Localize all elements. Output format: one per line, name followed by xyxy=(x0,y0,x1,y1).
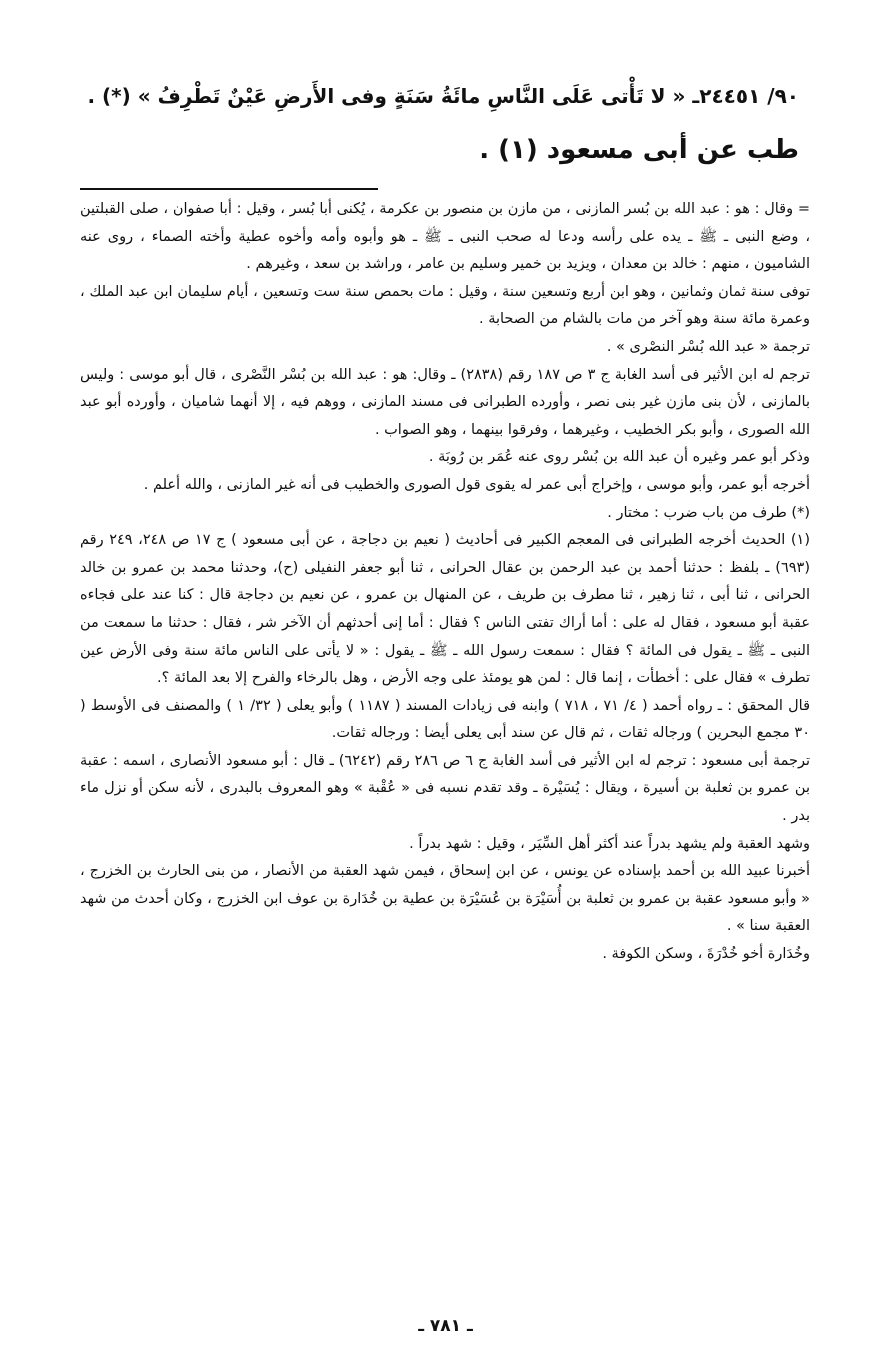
hadith-text: ٩٠/ ٢٤٤٥١ـ « لا تَأْتى عَلَى النَّاسِ مائَةُ سَنَةٍ وفى الأَرضِ عَيْنٌ تَطْرِفُ » (*) . xyxy=(87,84,799,108)
footnote-paragraph: = وقال : هو : عبد الله بن بُسر المازنى ، من مازن بن منصور بن عكرمة ، يُكنى أبا بُسر ، وقيل : أبا صفوان ، صلى القبلتين ، وضع النبى ـ ﷺ ـ يده على رأسه ودعا له صحب النبى ـ ﷺ ـ هو وأبوه وأمه وأخوه عطية وأخته الصماء ، روى عنه الشاميون ، منهم : خالد بن معدان ، ويزيد بن خمير وسليم بن عامر ، وراشد بن سعد ، وغيرهم . xyxy=(80,201,810,273)
footnote-paragraph: أخبرنا عبيد الله بن أحمد بإسناده عن يونس ، عن ابن إسحاق ، فيمن شهد العقبة من الأنصار ، من بنى الحارث بن الخزرج ، « وأبو مسعود عقبة بن عمرو بن ثعلبة بن أُسَيْرَة بن عُسَيْرَة بن عطية بن خُدَارة بن عوف ابن الخزرج ، وكان أحدث من شهد العقبة سنا » . xyxy=(80,863,810,935)
footnote-paragraph: توفى سنة ثمان وثمانين ، وهو ابن أربع وتسعين سنة ، وقيل : مات بحمص سنة ست وتسعين ، أيام سليمان ابن عبد الملك ، وعمرة مائة سنة وهو آخر من مات بالشام من الصحابة . xyxy=(80,283,810,328)
footnote-paragraph: ترجمة أبى مسعود : ترجم له ابن الأثير فى أسد الغابة ج ٦ ص ٢٨٦ رقم (٦٢٤٢) ـ قال : أبو مسعود الأنصارى ، اسمه : عقبة بن عمرو بن ثعلبة بن أسيرة ، ويقال : يُسَيْرة ـ وقد تقدم نسبه فى « عُقْبة » وهو المعروف بالبدرى ، لأنه سكن أو نزل ماء بدر . xyxy=(80,752,810,825)
footnote-paragraph: وشهد العقبة ولم يشهد بدراً عند أكثر أهل السِّيَر ، وقيل : شهد بدراً . xyxy=(409,835,810,852)
footnote-paragraph: وخُدَارة أخو خُدْرَةَ ، وسكن الكوفة . xyxy=(602,946,810,963)
footnote-paragraph: ترجم له ابن الأثير فى أسد الغابة ج ٣ ص ١٨٧ رقم (٢٨٣٨) ـ وقال: هو : عبد الله بن بُسْر النَّصْرى ، قال أبو موسى : وليس بالمازنى ، لأن بنى مازن غير بنى نصر ، وأورده الطبرانى فى مسند المازنى ، ووهم فيه ، إلا أنهما شاميان ، وأورده أبو عبد الله الصورى ، وأبو بكر الخطيب ، وغيرهما ، وفرقوا بينهما ، وهو الصواب . xyxy=(80,366,810,438)
hadith-source: طب عن أبى مسعود (١) . xyxy=(479,135,799,165)
footnote-separator xyxy=(80,188,378,190)
footnote-paragraph: (*) طرف من باب ضرب : مختار . xyxy=(607,504,810,521)
footnote-paragraph: (١) الحديث أخرجه الطبرانى فى المعجم الكبير فى أحاديث ( نعيم بن دجاجة ، عن أبى مسعود ) ج ١٧ ص ٢٤٨، ٢٤٩ رقم (٦٩٣) ـ بلفظ : حدثنا أحمد بن عبد الرحمن بن عقال الحرانى ، ثنا أبو جعفر النفيلى (ح)، وحدثنا محمد بن عمرو بن خالد الحرانى ، ثنا أبى ، ثنا زهير ، ثنا مطرف بن طريف ، عن المنهال بن عمرو ، عن نعيم بن دجاجة قال : كنا عند على فجاءه عقبة أبو مسعود ، فقال له على : أما أراك تفتى الناس ؟ فقال : أما إنى أحدثهم أن الآخر شر ، فقال : حدثنا ما سمعت من النبى ـ ﷺ ـ يقول فى المائة ؟ فقال : سمعت رسول الله ـ ﷺ ـ يقول : « لا يأتى على الناس مائة سنة وفى الأرض عين تطرف » فقال على : أخطأت ، إنما قال : لمن هو يومئذ على وجه الأرض ، وهل بالرخاء والفرح إلا بعد المائة ؟. xyxy=(80,532,811,687)
footnote-paragraph: قال المحقق : ـ رواه أحمد ( ٤/ ٧١ ، ٧١٨ ) وابنه فى زيادات المسند ( ١١٨٧ ) وأبو يعلى ( ٣٢/ ١ ) والمصنف فى الأوسط ( ٣٠ مجمع البحرين ) ورجاله ثقات ، ثم قال عن سند أبى يعلى أيضا : ورجاله ثقات. xyxy=(80,697,810,742)
page-number: ـ ٧٨١ ـ xyxy=(418,1316,473,1336)
footnote-paragraph: أخرجه أبو عمر، وأبو موسى ، وإخراج أبى عمر له يقوى قول الصورى والخطيب فى أنه غير المازنى ، والله أعلم . xyxy=(143,476,810,493)
footnote-paragraph: وذكر أبو عمر وغيره أن عبد الله بن بُسْر روى عنه عُمَر بن رُوبَة . xyxy=(428,449,810,466)
footnotes xyxy=(80,196,810,969)
footnote-paragraph: ترجمة « عبد الله بُسْر النصْرى » . xyxy=(606,338,810,355)
